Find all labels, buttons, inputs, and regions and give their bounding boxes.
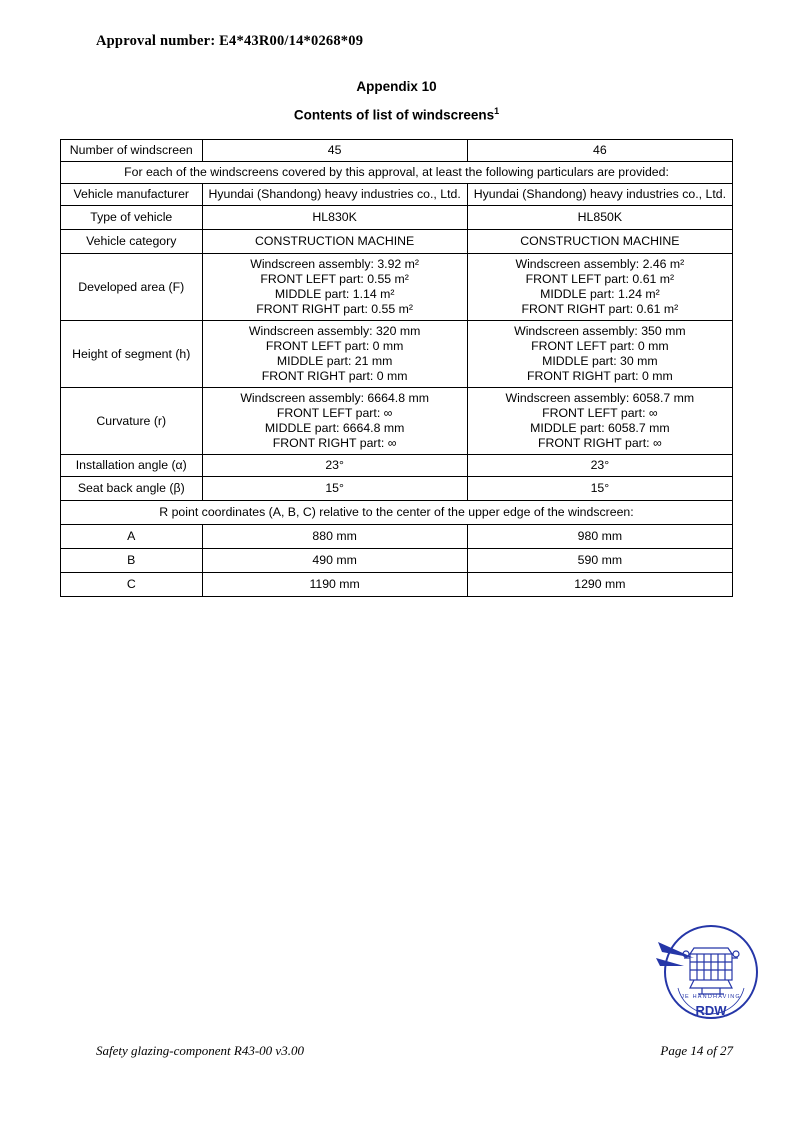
- curvature-1-line-4: FRONT RIGHT part: ∞: [272, 436, 397, 450]
- r-point-b-1: 490 mm: [202, 549, 467, 573]
- installation-angle-1: 23°: [202, 455, 467, 477]
- footer-left: Safety glazing-component R43-00 v3.00: [96, 1043, 304, 1058]
- type-of-vehicle-2: HL850K: [467, 206, 732, 230]
- footer-right: Page 14 of 27: [660, 1043, 733, 1058]
- rdw-stamp: [650, 918, 770, 1028]
- developed-area-1-line-3: MIDDLE part: 1.14 m²: [274, 287, 395, 301]
- row-label-r-point-a: A: [61, 525, 203, 549]
- type-of-vehicle-1: HL830K: [202, 206, 467, 230]
- height-of-segment-1-line-4: FRONT RIGHT part: 0 mm: [261, 369, 408, 383]
- developed-area-2-line-4: FRONT RIGHT part: 0.61 m²: [521, 302, 679, 316]
- windscreen-number-1: 45: [202, 140, 467, 162]
- vehicle-manufacturer-1: Hyundai (Shandong) heavy industries co., Ltd.: [202, 184, 467, 206]
- vehicle-category-1: CONSTRUCTION MACHINE: [202, 230, 467, 254]
- vehicle-category-2: CONSTRUCTION MACHINE: [467, 230, 732, 254]
- table-row: [61, 206, 733, 230]
- curvature-2-line-2: FRONT LEFT part: ∞: [542, 406, 658, 420]
- developed-area-1-line-2: FRONT LEFT part: 0.55 m²: [260, 272, 409, 286]
- curvature-1-line-1: Windscreen assembly: 6664.8 mm: [240, 391, 429, 405]
- curvature-1: [202, 388, 467, 455]
- height-of-segment-1-line-2: FRONT LEFT part: 0 mm: [265, 339, 404, 353]
- table-row: [61, 501, 733, 525]
- height-of-segment-1-line-1: Windscreen assembly: 320 mm: [248, 324, 421, 338]
- contents-title-text: Contents of list of windscreens: [293, 107, 495, 123]
- r-point-note: R point coordinates (A, B, C) relative to the center of the upper edge of the windscreen:: [61, 501, 733, 525]
- height-of-segment-2-line-4: FRONT RIGHT part: 0 mm: [526, 369, 673, 383]
- vehicle-manufacturer-2: Hyundai (Shandong) heavy industries co., Ltd.: [467, 184, 732, 206]
- seat-back-angle-2: 15°: [467, 477, 732, 501]
- row-label-seat-back-angle: Seat back angle (β): [61, 477, 203, 501]
- curvature-1-line-3: MIDDLE part: 6664.8 mm: [264, 421, 405, 435]
- approval-number: Approval number: E4*43R00/14*0268*09: [96, 33, 364, 49]
- developed-area-1: [202, 254, 467, 321]
- curvature-1-line-2: FRONT LEFT part: ∞: [276, 406, 393, 420]
- height-of-segment-2: [467, 321, 732, 388]
- table-row: [61, 140, 733, 162]
- table-row: [61, 321, 733, 388]
- row-label-height-of-segment: Height of segment (h): [61, 321, 203, 388]
- height-of-segment-2-line-2: FRONT LEFT part: 0 mm: [531, 339, 669, 353]
- height-of-segment-1: [202, 321, 467, 388]
- table-row: [61, 549, 733, 573]
- developed-area-1-line-1: Windscreen assembly: 3.92 m²: [250, 257, 420, 271]
- height-of-segment-1-line-3: MIDDLE part: 21 mm: [276, 354, 393, 368]
- table-row: [61, 184, 733, 206]
- developed-area-2-line-1: Windscreen assembly: 2.46 m²: [515, 257, 685, 271]
- curvature-2-line-4: FRONT RIGHT part: ∞: [537, 436, 662, 450]
- installation-angle-2: 23°: [467, 455, 732, 477]
- appendix-title: Appendix 10: [356, 79, 437, 94]
- table-row: [61, 162, 733, 184]
- developed-area-2: [467, 254, 732, 321]
- table-row: [61, 254, 733, 321]
- particulars-note: For each of the windscreens covered by this approval, at least the following particulars are provided:: [61, 162, 733, 184]
- svg-text:JE HANDHAVING: JE HANDHAVING: [681, 994, 741, 1000]
- contents-title: [0, 106, 793, 123]
- table-row: [61, 230, 733, 254]
- height-of-segment-2-line-1: Windscreen assembly: 350 mm: [514, 324, 686, 338]
- svg-text:RDW: RDW: [695, 1003, 727, 1018]
- table-row: [61, 573, 733, 597]
- table-row: [61, 525, 733, 549]
- developed-area-2-line-3: MIDDLE part: 1.24 m²: [540, 287, 660, 301]
- curvature-2-line-3: MIDDLE part: 6058.7 mm: [530, 421, 670, 435]
- developed-area-1-line-4: FRONT RIGHT part: 0.55 m²: [256, 302, 413, 316]
- windscreen-contents-table: [60, 139, 733, 597]
- curvature-2: [467, 388, 732, 455]
- row-label-vehicle-category: Vehicle category: [61, 230, 203, 254]
- row-label-curvature: Curvature (r): [61, 388, 203, 455]
- row-label-developed-area: Developed area (F): [61, 254, 203, 321]
- r-point-a-1: 880 mm: [202, 525, 467, 549]
- curvature-2-line-1: Windscreen assembly: 6058.7 mm: [505, 391, 695, 405]
- row-label-r-point-c: C: [61, 573, 203, 597]
- r-point-c-2: 1290 mm: [467, 573, 732, 597]
- table-row: [61, 388, 733, 455]
- row-label-number-of-windscreen: Number of windscreen: [61, 140, 203, 162]
- developed-area-2-line-2: FRONT LEFT part: 0.61 m²: [525, 272, 675, 286]
- footnote-marker: 1: [494, 106, 500, 116]
- r-point-c-1: 1190 mm: [202, 573, 467, 597]
- row-label-r-point-b: B: [61, 549, 203, 573]
- r-point-a-2: 980 mm: [467, 525, 732, 549]
- table-row: [61, 455, 733, 477]
- row-label-installation-angle: Installation angle (α): [61, 455, 203, 477]
- seat-back-angle-1: 15°: [202, 477, 467, 501]
- height-of-segment-2-line-3: MIDDLE part: 30 mm: [542, 354, 658, 368]
- row-label-vehicle-manufacturer: Vehicle manufacturer: [61, 184, 203, 206]
- r-point-b-2: 590 mm: [467, 549, 732, 573]
- table-row: [61, 477, 733, 501]
- windscreen-number-2: 46: [467, 140, 732, 162]
- row-label-type-of-vehicle: Type of vehicle: [61, 206, 203, 230]
